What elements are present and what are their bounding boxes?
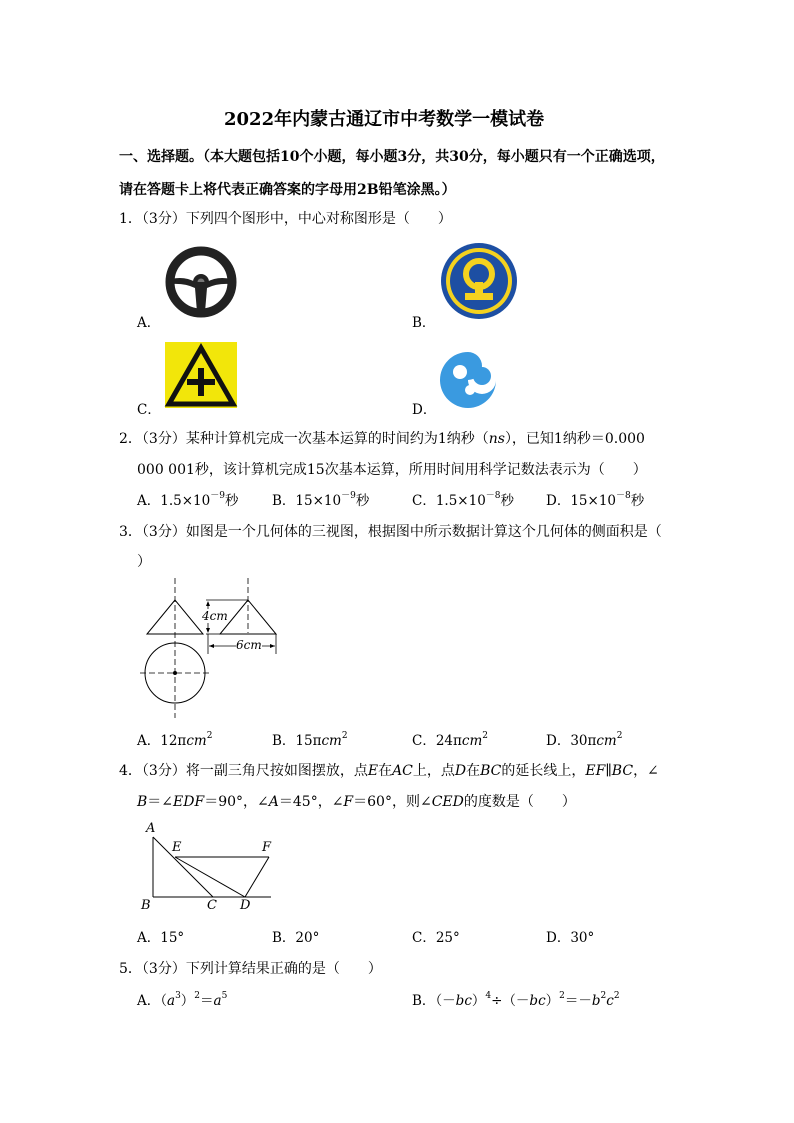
q5-stem: 5．（3分）下列计算结果正确的是（ ） [119,961,382,977]
q4-line2-segment: ＝90°，∠ [204,794,269,810]
q4-line2-segment: ＝60°，则∠ [353,794,432,810]
q2-stem-line2: 000 001秒，该计算机完成15次基本运算，所用时间用科学记数法表示为（ ） [137,462,647,478]
q5-b-e1: 4 [485,991,492,1001]
q4-line2-segment: ＝∠ [147,794,174,810]
q2-option-b [272,489,369,509]
blue-swirl-icon [438,350,498,410]
q3-option-b-exp: 2 [341,731,348,741]
q2-option-d [546,489,644,509]
q3-option-a [137,729,212,749]
q1-stem: 1．（3分）下列四个图形中，中心对称图形是（ ） [119,211,452,227]
q3-option-c-base: C．24π [412,733,462,749]
q4-line1-segment: AC [392,763,413,779]
q2-option-d-exp: －8 [616,491,631,501]
point-a-label: A [146,821,156,836]
q5-b-c: c [606,993,614,1009]
q5-b-bc1: bc [455,993,472,1009]
q2-option-d-base: D．15×10 [546,493,616,509]
q5-a-var: a [167,993,176,1009]
q4-line2-segment: B [137,794,148,810]
q4-stem-line2 [137,791,576,811]
q4-option-d: D．30° [546,930,595,946]
point-f-label: F [262,840,272,855]
q2-option-c-tail: 秒 [500,493,515,509]
q4-line1-segment: EF [585,763,606,779]
q4-line1-segment: 的延长线上， [501,763,586,779]
q4-line1-segment: 在 [378,763,393,779]
q5-a-p2: ） [180,993,195,1009]
q3-stem-line2: ） [137,554,151,570]
q4-line2-segment: F [343,794,354,810]
q5-option-a [137,989,227,1009]
q4-line1-segment: E [367,763,379,779]
q2-option-a-tail: 秒 [224,493,239,509]
point-d-label: D [240,898,251,913]
three-view-diagram [138,578,288,718]
q4-line1-segment: 4．（3分）将一副三角尺按如图摆放，点 [119,763,368,779]
q4-line1-segment: BC [611,763,634,779]
q1-option-a-label: A． [137,315,161,331]
q5-a-e3: 5 [221,991,228,1001]
q4-line2-segment: 的度数是（ ） [463,794,576,810]
q2-option-a-base: A．1.5×10 [137,493,211,509]
q4-line2-segment: ＝45°，∠ [278,794,344,810]
q3-option-a-base: A．12π [137,733,187,749]
q3-width-label: 6cm [236,638,262,652]
q3-height-label: 4cm [202,609,228,623]
q1-option-d-label: D． [412,402,437,418]
steering-wheel-icon [165,246,237,318]
q5-b-b: b [591,993,601,1009]
q5-b-p2: ） [471,993,486,1009]
q5-a-e2: 2 [194,991,201,1001]
q3-option-d-base: D．30π [546,733,597,749]
warning-cross-sign-icon [165,342,237,408]
q3-option-a-unit: cm [186,733,207,749]
q4-option-a: A．15° [137,930,185,946]
section-instructions-line2: 请在答题卡上将代表正确答案的字母用2B铅笔涂黑。） [119,182,456,198]
point-e-label: E [172,840,182,855]
q4-option-b: B．20° [272,930,320,946]
q5-a-p3: ＝ [200,993,214,1009]
q3-option-b [272,729,348,749]
q4-line1-segment: D [454,763,467,779]
q5-b-p5: ＝－ [564,993,592,1009]
q5-b-e4: 2 [613,991,620,1001]
q4-option-c: C．25° [412,930,460,946]
q2-option-b-tail: 秒 [355,493,370,509]
q3-option-d-unit: cm [596,733,617,749]
q2-option-a [137,489,238,509]
q4-stem-line1 [119,760,659,780]
q2-stem-line1 [119,428,645,448]
page-title: 2022年内蒙古通辽市中考数学一模试卷 [224,109,545,130]
q2-option-a-exp: －9 [210,491,225,501]
q2-stem-unit: ns [488,431,505,447]
q4-line1-segment: ∥ [605,763,612,779]
q4-line1-segment: 上，点 [412,763,455,779]
q5-b-p4: ） [545,993,560,1009]
q3-option-c [412,729,488,749]
q5-b-e2: 2 [559,991,565,1001]
point-b-label: B [141,898,151,913]
q2-option-b-exp: －9 [341,491,356,501]
q1-option-b-label: B． [412,315,436,331]
q2-option-c-base: C．1.5×10 [412,493,486,509]
q5-a-p1: A．（ [137,993,167,1009]
q5-b-p1: B．（－ [412,993,456,1009]
q4-line2-segment: A [268,794,279,810]
section-instructions-line1: 一、选择题。（本大题包括10个小题，每小题3分，共30分，每小题只有一个正确选项， [119,149,665,165]
q4-line2-segment: EDF [173,794,205,810]
q5-b-p3: ÷（－ [491,993,530,1009]
q3-option-b-base: B．15π [272,733,322,749]
q4-line2-segment: CED [431,794,464,810]
q1-option-c-label: C． [137,402,161,418]
q5-b-bc2: bc [529,993,546,1009]
q3-option-d-exp: 2 [616,731,623,741]
q2-option-c-exp: －8 [485,491,501,501]
q2-stem-part2: ），已知1纳秒＝0.000 [504,431,645,447]
q3-option-d [546,729,622,749]
q3-option-c-exp: 2 [482,731,488,741]
q5-option-b [412,989,620,1009]
q4-line1-segment: 在 [466,763,481,779]
q2-option-d-tail: 秒 [630,493,645,509]
q3-option-a-exp: 2 [206,731,213,741]
q5-a-e1: 3 [175,991,181,1001]
q3-option-b-unit: cm [321,733,342,749]
q3-option-c-unit: cm [461,733,483,749]
q4-line1-segment: ，∠ [633,763,659,779]
q3-stem-line1: 3．（3分）如图是一个几何体的三视图，根据图中所示数据计算这个几何体的侧面积是（ [119,524,662,540]
q4-line1-segment: BC [480,763,502,779]
q5-b-e3: 2 [600,991,607,1001]
railway-logo-icon [440,242,518,320]
q2-option-b-base: B．15×10 [272,493,342,509]
q2-option-c [412,489,514,509]
point-c-label: C [207,898,217,913]
q2-stem-part1: 2．（3分）某种计算机完成一次基本运算的时间约为1纳秒（ [119,431,489,447]
q5-a-var2: a [213,993,222,1009]
